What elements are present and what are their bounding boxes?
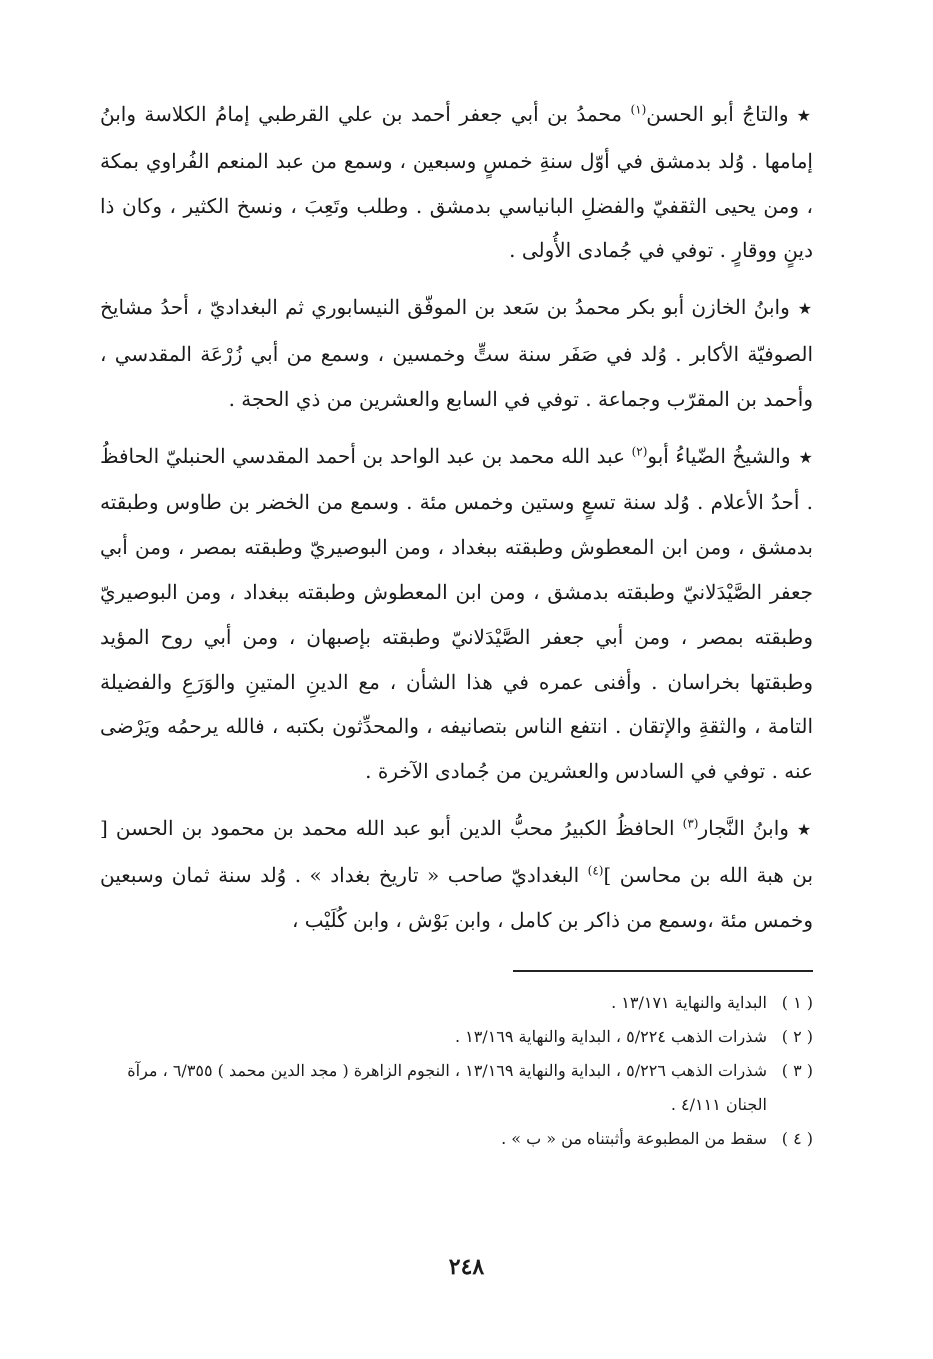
footnote-ref-2[interactable]: (٢) bbox=[631, 443, 648, 458]
footnote-text: شذرات الذهب ٥/٢٢٦ ، البداية والنهاية ١٣/١٦٩ ، النجوم الزاهرة ( مجد الدين محمد ) ٦/٣٥٥ ، مرآة الجنان ٤/١١١ . bbox=[127, 1061, 767, 1115]
entry-ibn-al-khazin bbox=[100, 285, 813, 421]
entry-text-start: والشيخُ الضّياءُ أبو bbox=[647, 443, 791, 468]
entry-text-middle: الحافظُ الكبيرُ محبُّ الدين أبو عبد الله محمد بن محمود بن الحسن [ بن هبة الله بن محاسن ] bbox=[100, 815, 814, 887]
entry-text-start: والتاجُ أبو الحسن bbox=[646, 102, 789, 126]
footnotes bbox=[100, 986, 813, 1156]
footnote-number: ( ١ ) bbox=[781, 993, 813, 1013]
entry-text-start: وابنُ النَّجار bbox=[698, 815, 789, 840]
footnote-item bbox=[100, 1054, 813, 1122]
footnote-number: ( ٤ ) bbox=[781, 1129, 813, 1149]
footnote-ref-3[interactable]: (٣) bbox=[682, 816, 699, 831]
footnote-number: ( ٢ ) bbox=[781, 1027, 813, 1047]
star-marker: ★ bbox=[796, 106, 813, 125]
star-marker: ★ bbox=[797, 299, 814, 319]
footnote-item bbox=[100, 1020, 813, 1054]
footnote-item bbox=[100, 1122, 813, 1156]
biography-entries bbox=[100, 92, 813, 942]
entry-taj-abu-al-hasan bbox=[100, 92, 813, 273]
footnote-number: ( ٣ ) bbox=[781, 1061, 813, 1081]
entry-al-diya bbox=[100, 434, 813, 794]
entry-text-rest: محمدُ بن أبي جعفر أحمد بن علي القرطبي إمامُ الكلاسة وابنُ إمامها . وُلد بدمشق في أوّل سنةِ خمسٍ وسبعين ، وسمع من عبد المنعم الفُراوي بمكة ، ومن يحيى الثقفيّ والفضلِ البانياسي بدمشق . وطلب وتَعِبَ ، ونسخ الكثير ، وكان ذا دينٍ ووقارٍ . توفي في جُمادى الأُولى . bbox=[100, 102, 813, 263]
entry-text: وابنُ الخازن أبو بكر محمدُ بن سَعد بن الموفّق النيسابوري ثم البغداديّ ، أحدُ مشايخ الصوفيّة الأكابر . وُلد في صَفَر سنة ستٍّ وخمسين ، وسمع من أبي زُرْعَة المقدسي ، وأحمد بن المقرّب وجماعة . توفي في السابع والعشرين من ذي الحجة . bbox=[100, 295, 813, 411]
star-marker: ★ bbox=[798, 447, 814, 467]
footnote-text: البداية والنهاية ١٣/١٧١ . bbox=[611, 993, 767, 1013]
entry-text-rest: البغداديّ صاحب « تاريخ بغداد » . وُلد سنة ثمان وسبعين وخمس مئة ،وسمع من ذاكر بن كامل ، وابن بَوْش ، وابن كُلَيْب ، bbox=[100, 862, 813, 932]
footnote-item bbox=[100, 986, 813, 1020]
footnote-ref-4[interactable]: (٤) bbox=[587, 863, 604, 878]
entry-text-rest: عبد الله محمد بن عبد الواحد بن أحمد المقدسي الحنبليّ الحافظُ . أحدُ الأعلام . وُلد سنة تسعٍ وستين وخمس مئة . وسمع من الخضر بن طاوس وطبقته بدمشق ، ومن ابن المعطوش وطبقته ببغداد ، ومن البوصيريّ وطبقته بمصر ، ومن أبي جعفر الصَّيْدَلانيّ وطبقته بدمشق ، ومن ابن المعطوش وطبقته ببغداد ، ومن البوصيريّ وطبقته بمصر ، ومن أبي جعفر الصَّيْدَلانيّ وطبقته بإصبهان ، ومن أبي روح المؤيد وطبقتها بخراسان . وأفنى عمره في هذا الشأن ، مع الدينِ المتينِ والوَرَعِ والفضيلة التامة ، والثقةِ والإتقان . انتفع الناس بتصانيفه ، والمحدِّثون بكتبه ، فالله يرحمُه ويَرْضى عنه . توفي في السادس والعشرين من جُمادى الآخرة . bbox=[100, 443, 813, 784]
footnote-divider bbox=[513, 970, 813, 972]
star-marker: ★ bbox=[796, 819, 814, 839]
footnote-text: سقط من المطبوعة وأثبتناه من « ب » . bbox=[501, 1129, 767, 1149]
footnote-text: شذرات الذهب ٥/٢٢٤ ، البداية والنهاية ١٣/١٦٩ . bbox=[454, 1027, 767, 1047]
entry-ibn-al-najjar bbox=[100, 806, 813, 942]
page-number: ٢٤٨ bbox=[448, 1254, 485, 1280]
footnote-ref-1[interactable]: (١) bbox=[630, 102, 647, 117]
